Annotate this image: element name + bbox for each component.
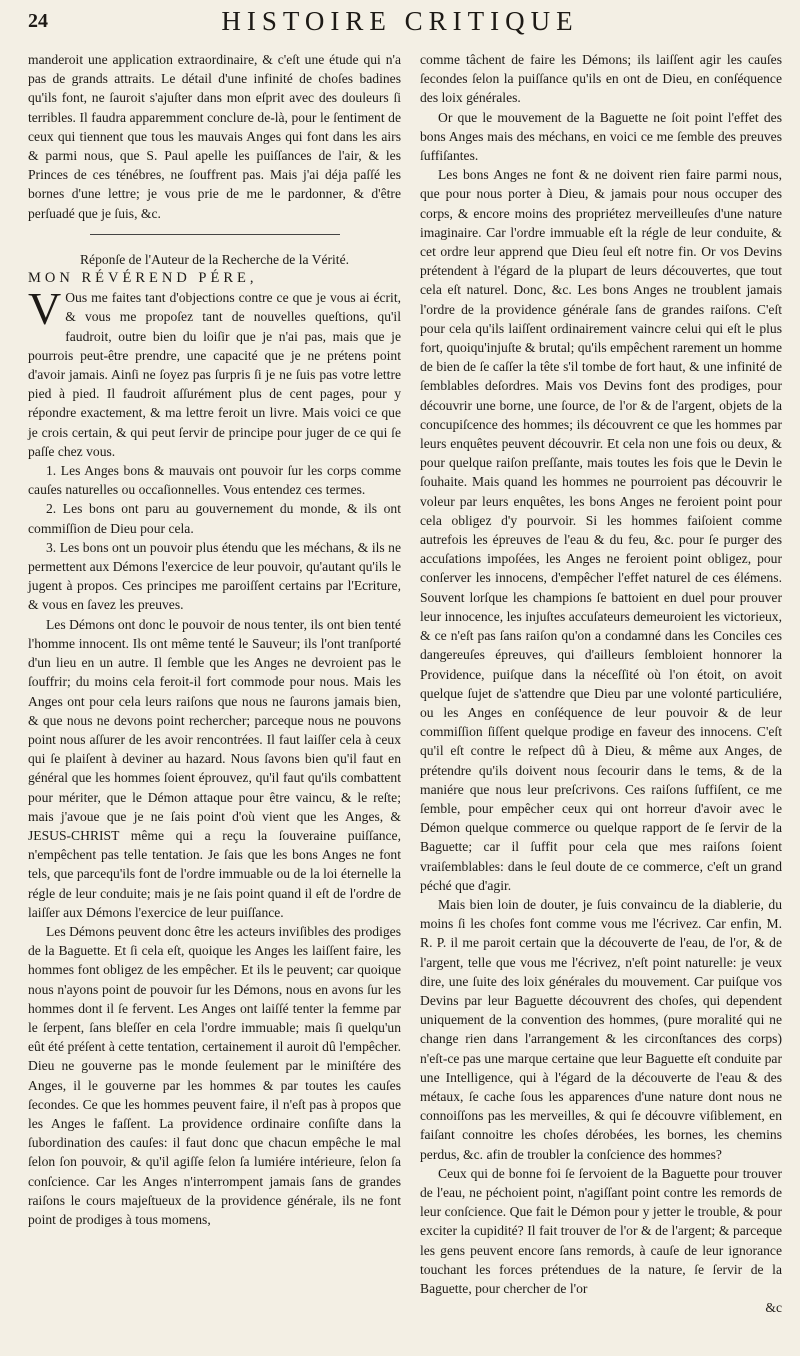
drop-cap: V [28,283,62,335]
body-paragraph: Les Démons peuvent donc être les acteurs inviſibles des prodiges de la Baguette. Et ſi cela eſt, quoique les Anges les laiſſent faire, les hommes font obligez de les empêcher. Et ils le peuvent; car quoique nous n'ayons point de pouvoir ſur les Démons, nous en avons ſur les hommes dont il ſe fervent. Les Anges ont laiſſé tenter la femme par le ſerpent, ſans bleſſer en cela l'ordre immuable; mais ſi quelqu'un eût été préſent à cette tentation, certainement il auroit dû l'empêcher. Dieu ne gouverne pas le monde ſeulement par le miniſtére des Anges, il le gouverne par les hommes & par toutes les cauſes ſecondes. Ce que les hommes peuvent faire, il n'eſt pas à propos que les Anges le faſſent. La providence ordinaire conſiſte dans la ſubordination des cauſes: il faut donc que chacun empêche le mal ſelon ſon pouvoir, & qu'il agiſſe ſelon ſa lumiére intérieure, ſelon ſa conſcience. Car les Anges n'interrompent jamais ſans de grandes raiſons le cours majeſtueux de la providence générale, ils ne font point de prodiges à tous momens, [28,923,401,1227]
body-paragraph: Mais bien loin de douter, je ſuis convaincu de la diablerie, du moins ſi les choſes font comme vous me l'écrivez. Car enfin, M. R. P. il me paroit certain que la découverte de l'eau, de l'or, & de l'argent, telle que vous me l'écrivez, n'eſt point naturelle: je veux dire, une ſuite des loix générales du mouvement. Car puiſque vos Devins par leur Baguette découvrent des choſes, qui dependent uniquement de la convention des hommes, (pure moralité qui ne change rien dans l'arrangement & les circonſtances des corps) n'eſt-ce pas une marque certaine que leur Baguette eſt conduite par une Intelligence, qui à l'égard de la découverte de l'eau & des métaux, ſe cache ſous les apparences d'une nature dont nous ne connoiſſons pas les merveilles, & qui ſe découvre viſiblement, en faiſant connoitre les choſes dérobées, les bornes, les chemins perdus, &c. afin de troubler la conſcience des hommes? [420,896,782,1162]
body-paragraph: Les Démons ont donc le pouvoir de nous tenter, ils ont bien tenté l'homme innocent. Ils ont même tenté le Sauveur; ils l'ont tranſporté d'un lieu en un autre. Il ſemble que les Anges ne devroient pas le ſouffrir; du moins cela feroit-il fort commode pour nous. Mais les Anges ont pour cela leurs raiſons que nous ne ſaurons jamais bien, & que nous ne devons point rechercher; parceque nous ne pouvons point nous aſſurer de les avoir rencontrées. Il faut laiſſer cela à ceux qui ſe plaiſent à deviner au hazard. Nous ſavons bien qu'il faut en général que les hommes ſoient éprouvez, qu'il faut qu'ils combattent pour mériter, que le Démon attaque pour être vaincu, & le reſte; mais j'avoue que je ne ſais point d'où vient que les Anges, & JESUS-CHRIST même qui a reçu la ſouveraine puiſſance, n'empêchent pas telle tentation. Je ſais que les bons Anges ne font tels, que parcequ'ils font de l'ordre immuable ou de la loi éternelle la régle de leur conduite; mais je ne ſais point quand il eſt de l'ordre de laiſſer aux Démons l'exercice de leur puiſſance. [28,616,401,920]
right-column [420,50,782,1317]
body-paragraph: comme tâchent de faire les Démons; ils laiſſent agir les cauſes ſecondes ſelon la puiſſance qu'ils en ont de Dieu, en conſéquence des loix générales. [420,52,782,106]
body-paragraph: Ceux qui de bonne foi ſe ſervoient de la Baguette pour trouver de l'eau, ne péchoient point, n'agiſſant point contre les remords de leur conſcience. Que fait le Démon pour y jetter le trouble, & pour exciter la cupidité? Il fait trouver de l'or & de l'argent; & parceque les gens peuvent encore ſans remords, à cauſe de leur ignorance touchant les forces prétendues de la nature, ſe ſervir de la Baguette, pour chercher de l'or [420,1165,782,1296]
body-paragraph: 1. Les Anges bons & mauvais ont pouvoir ſur les corps comme cauſes naturelles ou occaſionnelles. Vous entendez ces termes. [28,463,401,498]
salutation: MON RÉVÉREND PÉRE, [28,270,258,287]
body-paragraph [28,283,401,461]
body-paragraph: 2. Les bons ont paru au gouvernement du monde, & ils ont commiſſion de Dieu pour cela. [28,501,401,536]
body-paragraph: 3. Les bons ont un pouvoir plus étendu que les méchans, & ils ne permettent aux Démons l'exercice de leur pouvoir, qu'autant qu'ils le jugent à propos. Ces principes me paroiſſent certains par l'Ecriture, & vous en ſavez les preuves. [28,539,401,613]
body-paragraph: Or que le mouvement de la Baguette ne ſoit point l'effet des bons Anges mais des méchans, en voici ce me ſemble des preuves ſuffiſantes. [420,109,782,164]
catchword: &c [765,1300,782,1316]
section-divider [90,234,340,235]
reply-title: Réponſe de l'Auteur de la Recherche de la Vérité. [79,251,350,267]
body-paragraph-text: Ous me faites tant d'objections contre ce que je vous ai écrit, & vous me propoſez tant de nouvelles queſtions, qu'il faudroit, outre bien du loiſir que je n'ai pas, mais que je pourrois peut-être prendre, une capacité que je ne prétens point d'avoir jamais. Ainſi ne ſoyez pas ſurpris ſi je ne ſuis pas votre lettre pied à pied. Il faudroit aſſurément plus de cent pages, pour y répondre exactement, & ma lettre feroit un livre. Mais voici ce que je crois certain, & qui peut ſervir de principe pour juger de ce qui ſe paſſe chez vous. [28,290,401,459]
running-title: HISTOIRE CRITIQUE [221,6,579,36]
intro-paragraph: manderoit une application extraordinaire, & c'eſt une étude qui n'a pas de grands attraits. Le détail d'une infinité de choſes badines qu'ils font, ne ſauroit s'ajuſter dans mon eſprit avec des douleurs ſi terribles. Il faudra apparemment conclure de-là, pour le ſentiment de ceux qui tiennent que tous les mauvais Anges qui font dans les airs & parmi nous, que S. Paul apelle les puiſſances de l'air, & les Princes de ces ténébres, ne ſouffrent pas. Mais j'ai déja paſſé les bornes d'une lettre; je vous prie de me le pardonner, & d'être perſuadé que je ſuis, &c. [28,52,401,221]
left-column [28,50,401,1229]
body-paragraph: Les bons Anges ne font & ne doivent rien faire parmi nous, que pour nous porter à Dieu, & jamais pour nous occuper des corps, & encore moins des propriétez merveilleuſes d'une nature imaginaire. Car l'ordre immuable eſt la régle de leur conduite, & cet ordre leur apprend que Dieu ſeul eſt notre fin. Or vos Devins prétendent à l'égard de la plupart de leurs découvertes, que tout cela eſt naturel. Donc, &c. Les bons Anges ne troublent jamais l'ordre de la providence générale ſans de grandes raiſons. C'eſt pour cela qu'ils laiſſent ordinairement vaincre celui qui eſt le plus fort, quoiqu'injuſte & brutal; qu'ils empêchent rarement un homme de bien de ſe caſſer la tête s'il tombe de fort haut, & une infinité de ſemblables deſordres. Mais vos Devins font des prodiges, pour découvrir une borne, une ſource, de l'or & de l'argent, objets de la concupiſcence des hommes; ils découvrent ce que les hommes par leurs enquêtes peuvent découvrir. Et cela non une fois ou deux, & pour quelque raiſon preſſante, mais toutes les fois que le Devin le ſouhaite. Mais quand les hommes ne pourroient pas découvrir le voleur par leurs enquêtes, les bons Anges ne feroient point pour cela obligez d'y pourvoir. Si les hommes faiſoient comme autrefois les épreuves de l'eau & du feu, &c. pour ſe purger des accuſations impoſées, les Anges ne feroient point obligez, pour conſerver les innocens, d'empêcher l'effet naturel de ces élémens. Souvent lorſque les champions ſe battoient en duel pour prouver leur innocence, les injuſtes accuſateurs demeuroient les victorieux, & ce n'eſt pas ſans raiſon qu'on a condamné dans les Conciles ces dangereuſes épreuves, qui d'ailleurs ſembloient honnorer la Providence, puiſque dans la néceſſité où l'on étoit, on avoit quelque ſujet de s'attendre que Dieu par une volonté particuliére, ou les Anges en conſéquence de leur pouvoir & de leur commiſſion ſiſſent quelque prodige en faveur des innocens. C'eſt qu'il eſt contre le reſpect dû à Dieu, & même aux Anges, de prétendre qu'ils doivent nous ſecourir dans le tems, & de la maniére que nous leur preſcrivons. Ces raiſons ſuffiſent, ce me ſemble, pour empêcher ceux qui ont horreur d'avoir avec le Démon quelque commerce ou quelque rapport de ſe ſervir de la Baguette; car il ſuffit pour cela que mes raiſons ſoient vraiſemblables: dans le ſeul doute de ce commerce, c'eſt un grand péché que d'agir. [420,167,782,893]
page-number: 24 [28,10,48,32]
